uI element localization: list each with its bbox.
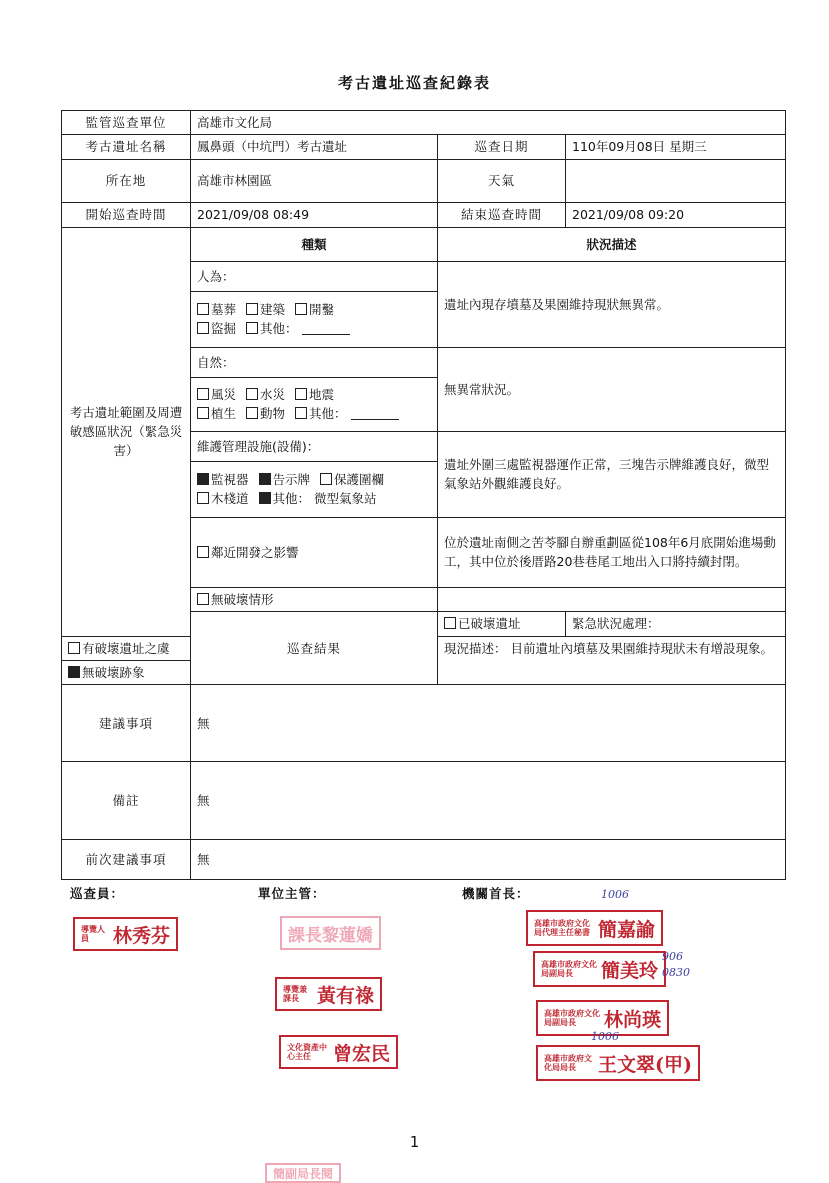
emergency-label: 緊急狀況處理： (566, 612, 786, 636)
handwritten-note: 0830 (662, 966, 690, 979)
result-label: 巡查結果 (191, 612, 438, 685)
patrol-date-value: 110年09月08日 星期三 (566, 135, 786, 159)
human-label: 人為： (191, 261, 438, 291)
weather-label: 天氣 (438, 159, 566, 202)
head-stamp-2: 高雄市政府文化局副局長 簡美玲 (533, 951, 666, 987)
natural-description: 無異常狀況。 (438, 347, 786, 431)
page-title: 考古遺址巡查紀錄表 (337, 74, 491, 92)
checkbox[interactable] (197, 546, 209, 558)
scope-label: 考古遺址範圍及周遭敏感區狀況（緊急災害） (62, 227, 191, 636)
checkbox[interactable] (246, 322, 258, 334)
guide-stamp: 導覽兼課長 黃有祿 (275, 977, 382, 1011)
checkbox[interactable] (246, 388, 258, 400)
checkbox[interactable] (197, 388, 209, 400)
head-stamp-4: 高雄市政府文化局局長 王文翠(甲) (536, 1045, 700, 1081)
suggest-value: 無 (191, 685, 786, 762)
checkbox[interactable] (295, 303, 307, 315)
page-number: 1 (409, 1133, 420, 1151)
checkbox[interactable] (444, 617, 456, 629)
checkbox[interactable] (197, 407, 209, 419)
facility-label: 維護管理設施(設備)： (191, 431, 438, 461)
head-stamp-1: 高雄市政府文化局代理主任秘書 簡嘉諭 (526, 910, 663, 946)
checkbox[interactable] (197, 322, 209, 334)
patrol-record-table (61, 110, 786, 880)
nearby-option: 鄰近開發之影響 (191, 517, 438, 587)
site-name-value: 鳳鼻頭（中坑門）考古遺址 (191, 135, 438, 159)
checkbox[interactable] (320, 473, 332, 485)
location-label: 所在地 (62, 159, 191, 202)
checkbox[interactable] (246, 303, 258, 315)
center-director-stamp: 文化資產中心主任 曾宏民 (279, 1035, 398, 1069)
handwritten-note: 1006 (601, 888, 629, 901)
human-options: 墓葬 建築 開鑿 盜掘 其他： (191, 291, 438, 347)
unit-label: 監管巡查單位 (62, 111, 191, 135)
note-value: 無 (191, 762, 786, 840)
location-value: 高雄市林園區 (191, 159, 438, 202)
head-stamp-3: 高雄市政府文化局副局長 林尚瑛 (536, 1000, 669, 1036)
handwritten-note: 1006 (591, 1030, 619, 1043)
checkbox-checked[interactable] (197, 473, 209, 485)
inspector-stamp: 導覽人員 林秀芬 (73, 917, 178, 951)
head-label: 機關首長： (462, 886, 530, 901)
facility-description: 遺址外圍三處監視器運作正常，三塊告示牌維護良好，微型氣象站外觀維護良好。 (438, 431, 786, 517)
facility-options: 監視器 告示牌 保護圍欄 木棧道 其他： 微型氣象站 (191, 461, 438, 517)
checkbox[interactable] (246, 407, 258, 419)
category-header: 種類 (191, 227, 438, 261)
nearby-description: 位於遺址南側之苦苓腳自辦重劃區從108年6月底開始進場動工，其中位於後厝路20巷巷尾工地出入口將持續封閉。 (438, 517, 786, 587)
checkbox[interactable] (295, 407, 307, 419)
checkbox[interactable] (197, 492, 209, 504)
checkbox[interactable] (197, 593, 209, 605)
natural-label: 自然： (191, 347, 438, 377)
status-description: 現況描述： 目前遺址內墳墓及果園維持現狀未有增設現象。 (438, 636, 786, 685)
checkbox-checked[interactable] (259, 492, 271, 504)
checkbox[interactable] (68, 642, 80, 654)
end-time-label: 結束巡查時間 (438, 202, 566, 227)
checkbox-checked[interactable] (259, 473, 271, 485)
result-option: 有破壞遺址之虞 (62, 636, 191, 660)
result-option: 無破壞跡象 (62, 660, 191, 684)
end-time-value: 2021/09/08 09:20 (566, 202, 786, 227)
checkbox[interactable] (295, 388, 307, 400)
note-label: 備註 (62, 762, 191, 840)
section-chief-stamp: 課長黎蓮嬌 (280, 916, 381, 950)
supervisor-label: 單位主管： (258, 886, 326, 901)
start-time-label: 開始巡查時間 (62, 202, 191, 227)
natural-options: 風災 水災 地震 植生 動物 其他： (191, 377, 438, 431)
human-description: 遺址內現存墳墓及果園維持現狀無異常。 (438, 261, 786, 347)
prev-suggest-value: 無 (191, 840, 786, 880)
bottom-partial-stamp: 簡副局長閱 (265, 1163, 341, 1183)
unit-value: 高雄市文化局 (191, 111, 786, 135)
no-damage-option: 無破壞情形 (191, 587, 438, 611)
inspector-label: 巡查員： (70, 886, 125, 901)
checkbox[interactable] (197, 303, 209, 315)
prev-suggest-label: 前次建議事項 (62, 840, 191, 880)
patrol-date-label: 巡查日期 (438, 135, 566, 159)
description-header: 狀況描述 (438, 227, 786, 261)
handwritten-note: 906 (662, 950, 683, 963)
result-option: 已破壞遺址 (438, 612, 566, 636)
checkbox-checked[interactable] (68, 666, 80, 678)
start-time-value: 2021/09/08 08:49 (191, 202, 438, 227)
suggest-label: 建議事項 (62, 685, 191, 762)
weather-value (566, 159, 786, 202)
site-name-label: 考古遺址名稱 (62, 135, 191, 159)
